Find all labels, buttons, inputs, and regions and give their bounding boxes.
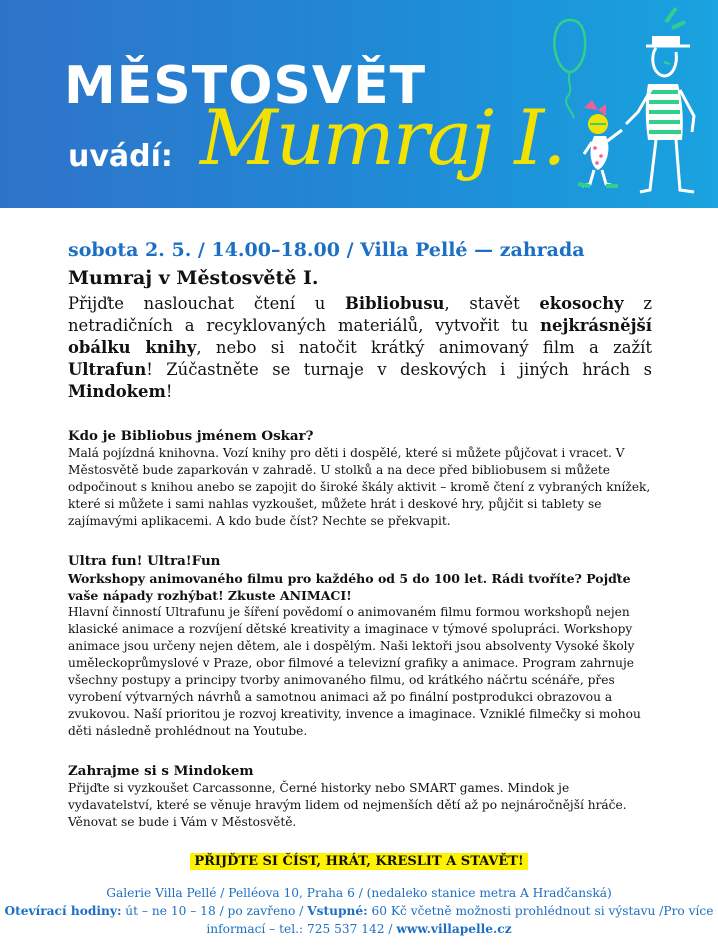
section-bibliobus	[68, 427, 652, 530]
intro-bold-ultrafun: Ultrafun	[68, 360, 147, 379]
hours-label: Otevírací hodiny:	[4, 904, 122, 918]
footer-hours-line	[0, 902, 718, 938]
presents-label: uvádí:	[68, 139, 173, 174]
hours-value: út – ne 10 – 18 / po zavřeno /	[121, 904, 308, 918]
intro-text-3: z netradičních a recyklovaných materiálů, vytvořit tu	[68, 294, 652, 335]
illustration	[0, 0, 718, 208]
intro-text-6: !	[165, 382, 173, 401]
section-mindok	[68, 762, 652, 831]
section-ultrafun	[68, 552, 652, 740]
intro-bold-mindok: Mindokem	[68, 382, 166, 401]
event-script-title: Mumraj I.	[200, 93, 565, 182]
entry-value: 60 Kč včetně možnosti prohlédnout si výstavu /Pro více informací – tel.: 725 537 142 /	[206, 904, 714, 936]
adult-figure-icon	[626, 8, 694, 192]
balloon-icon	[554, 20, 585, 118]
section-heading: Ultra fun! Ultra!Fun	[68, 553, 221, 569]
event-title: Mumraj v Městosvětě I.	[68, 267, 319, 289]
section-heading: Kdo je Bibliobus jménem Oskar?	[68, 428, 314, 444]
section-subheading: Workshopy animovaného filmu pro každého od 5 do 100 let. Rádi tvoříte? Pojďte vaše nápady rozhýbat! Zkuste ANIMACI!	[68, 571, 631, 603]
section-heading: Zahrajme si s Mindokem	[68, 763, 254, 779]
header-banner	[0, 0, 718, 208]
cta-wrapper	[0, 850, 718, 870]
intro-text-4: , nebo si natočit krátký animovaný film a zažít	[196, 338, 652, 357]
intro-text-5: ! Zúčastněte se turnaje v deskových i jiných hrách s	[146, 360, 652, 379]
footer-address: Galerie Villa Pellé / Pelléova 10, Praha 6 / (nedaleko stanice metra A Hradčanská)	[106, 886, 612, 900]
intro-text-2: , stavět	[444, 294, 540, 313]
event-intro	[68, 293, 652, 403]
main-content	[68, 236, 652, 831]
section-text: Hlavní činností Ultrafunu je šíření povědomí o animovaném filmu formou workshopů nejen klasické animace a rozvíjení dětské kreativity a imaginace v týmové spolupráci. Workshopy animace jsou určeny nejen dětem, ale i dospělým. Naši lektoři jsou absolventy Vysoké školy uměleckoprůmyslové v Praze, obor filmové a televizní grafiky a animace. Program zahrnuje všechny postupy a principy tvorby animovaného filmu, od krátkého náčrtu scénáře, přes vyrobení výtvarných návrhů a samotnou animaci až po finální postprodukci obrazovou a zvukovou. Naší prioritou je rozvoj kreativity, invence a imaginace. Vzniklé filmečky si mohou děti následně prohlédnout na Youtube.	[68, 605, 641, 738]
intro-text-1: Přijďte naslouchat čtení u	[68, 294, 346, 313]
brand-title: MĚSTOSVĚT	[64, 56, 427, 116]
entry-label: Vstupné:	[307, 904, 368, 918]
website-link[interactable]: www.villapelle.cz	[396, 922, 512, 936]
intro-bold-ekosochy: ekosochy	[539, 294, 624, 313]
intro-bold-obalka: nejkrásnější obálku knihy	[68, 316, 652, 357]
child-figure-icon	[578, 100, 622, 186]
intro-bold-bibliobus: Bibliobusu	[345, 294, 445, 313]
section-text: Přijďte si vyzkoušet Carcassonne, Černé historky nebo SMART games. Mindok je vydavatelství, které se věnuje hravým lidem od nejmenších dětí až po nejnáročnější hráče. Věnovat se bude i Vám v Městosvětě.	[68, 781, 627, 829]
section-text: Malá pojízdná knihovna. Vozí knihy pro děti i dospělé, které si můžete půjčovat i vracet. V Městosvětě bude zaparkován v zahradě. U stolků a na dece před bibliobusem si můžete odpočinout s knihou anebo se zapojit do široké škály aktivit – kromě čtení z vybraných knížek, které si můžete i sami nahlas vyzkoušet, můžete hrát i deskové hry, půjčit si tablety se zajímavými aplikacemi. A kdo bude číst? Nechte se překvapit.	[68, 446, 651, 528]
footer-info	[0, 884, 718, 938]
call-to-action: PŘIJĎTE SI ČÍST, HRÁT, KRESLIT A STAVĚT!	[190, 853, 527, 870]
event-date-line: sobota 2. 5. / 14.00–18.00 / Villa Pellé — zahrada	[68, 239, 585, 261]
